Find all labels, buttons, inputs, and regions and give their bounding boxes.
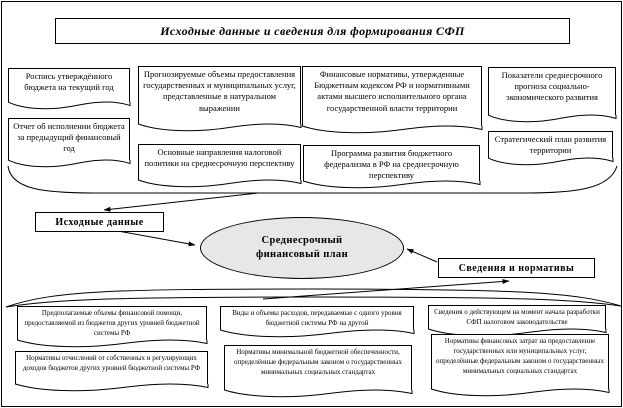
- document-wave-edge: [138, 179, 301, 188]
- doc-text: Основные направления налоговой политики на среднесрочную перспективу: [144, 147, 295, 169]
- arrow-initial-data-to-hub: [118, 231, 195, 245]
- document-wave-edge: [17, 339, 207, 348]
- doc-forecast-service-volumes: [138, 66, 301, 124]
- document-wave-edge: [224, 389, 412, 398]
- doc-text: Роспись утверждённого бюджета на текущий год: [24, 71, 114, 93]
- doc-current-tax-legislation: [428, 305, 606, 329]
- doc-strategic-plan: [488, 131, 613, 158]
- doc-text: Нормативы отчислений от собственных и регулирующих доходов бюджетов других уровней бюджетной системы РФ: [22, 354, 201, 372]
- doc-transferred-expense-types: [220, 306, 414, 330]
- doc-budget-execution-report: [8, 118, 130, 160]
- hub-ellipse-medium-term-financial-plan: [200, 217, 404, 279]
- arrow-norms-to-hub: [407, 249, 437, 262]
- label-text: Сведения и нормативы: [458, 262, 575, 274]
- doc-budget-federalism-program: [303, 145, 480, 181]
- doc-text: Стратегический план развития территории: [494, 134, 607, 156]
- doc-text: Предполагаемые объемы финансовой помощи, предоставляемой из бюджетов других уровней бюджетной системы РФ: [24, 309, 200, 337]
- doc-text: Нормативы финансовых затрат на предоставление государственных или муниципальных услуг, определённые федеральным законом о государственных минимальных социальных стандартах: [435, 337, 605, 375]
- document-wave-edge: [220, 329, 414, 338]
- doc-expected-financial-aid: [17, 306, 207, 340]
- doc-minimum-budget-security-norms: [224, 345, 412, 390]
- hub-text: Среднесрочный финансовый план: [255, 234, 349, 260]
- doc-text: Программа развития бюджетного федерализма в РФ на среднесрочную перспективу: [324, 148, 459, 181]
- doc-financial-norms-budget-code: [302, 66, 482, 126]
- doc-socioeconomic-forecast: [488, 67, 616, 115]
- doc-financial-cost-norms: [431, 334, 609, 389]
- document-wave-edge: [15, 383, 208, 392]
- document-wave-edge: [303, 180, 480, 189]
- doc-text: Сведения о действующем на момент начала разработки СФП налоговом законодательстве: [434, 308, 600, 326]
- label-text: Исходные данные: [55, 216, 144, 228]
- document-wave-edge: [8, 101, 130, 110]
- diagram-title: [55, 18, 570, 44]
- doc-text: Прогнозируемые объемы предоставления государственных и муниципальных услуг, представленные в натуральном выражении: [143, 69, 296, 113]
- arrow-bottom-to-norms: [263, 281, 509, 299]
- doc-approved-budget: [8, 68, 130, 102]
- label-info-and-norms: [438, 258, 595, 278]
- doc-text: Показатели среднесрочного прогноза социально-экономического развития: [501, 70, 603, 103]
- label-initial-data: [35, 212, 164, 232]
- doc-text: Виды и объемы расходов, передаваемые с одного уровня бюджетной системы РФ на другой: [232, 309, 402, 327]
- arrow-top-to-initial-data: [104, 193, 258, 210]
- doc-tax-policy-directions: [138, 144, 301, 180]
- diagram-title-text: Исходные данные и сведения для формирования СФП: [160, 23, 465, 38]
- doc-text: Отчет об исполнении бюджета за предыдущий финансовый год: [13, 121, 125, 154]
- doc-deduction-norms: [15, 351, 208, 384]
- doc-text: Финансовые нормативы, утвержденные Бюджетным кодексом РФ и нормативными актами высшего исполнительного органа государственной власти территории: [314, 69, 470, 113]
- document-wave-edge: [138, 123, 301, 132]
- document-wave-edge: [488, 114, 616, 123]
- document-wave-edge: [302, 125, 482, 134]
- document-wave-edge: [431, 388, 609, 397]
- doc-text: Нормативы минимальной бюджетной обеспеченности, определённые федеральным законом о государственных минимальных социальных стандартах: [233, 348, 403, 376]
- document-wave-edge: [8, 159, 130, 168]
- document-wave-edge: [488, 157, 613, 166]
